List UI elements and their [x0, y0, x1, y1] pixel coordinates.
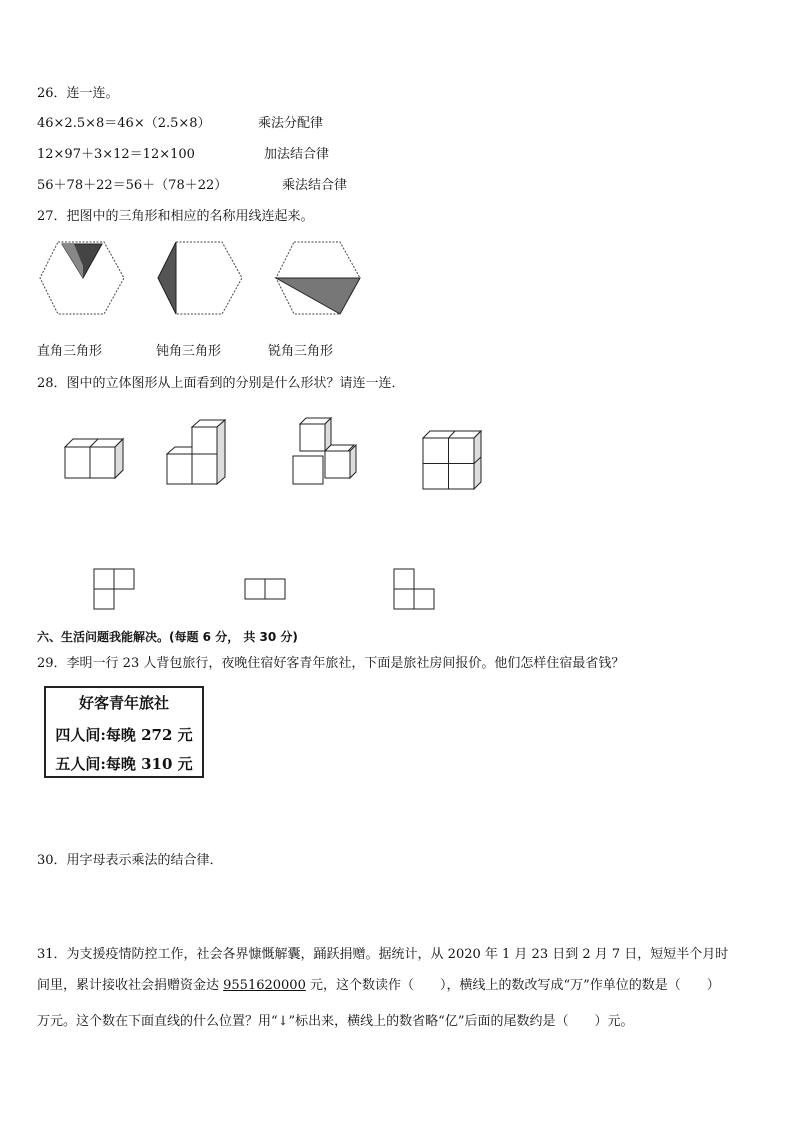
- q31-line-1: 31．为支援疫情防控工作，社会各界慷慨解囊，踊跃捐赠。据统计，从 2020 年 1 月 23 日到 2 月 7 日，短短半个月时: [37, 947, 729, 962]
- q31-line-2-pre: 间里，累计接收社会捐赠资金达: [37, 978, 224, 993]
- hexagon-figure-3: [274, 240, 364, 318]
- top-view-l-shape-1: [93, 568, 137, 612]
- q26-expr-2: 12×97＋3×12＝12×100: [37, 147, 195, 162]
- four-person-room-price: 四人间:每晚 272 元: [55, 726, 193, 744]
- q30-text: 30．用字母表示乘法的结合律．: [37, 853, 223, 868]
- hexagon-figure-2: [156, 240, 246, 318]
- q31-line-3: 万元。这个数在下面直线的什么位置？用“↓”标出来，横线上的数省略“亿”后面的尾数约是（ ）元。: [37, 1014, 634, 1029]
- q29-text: 29．李明一行 23 人背包旅行，夜晚住宿好客青年旅社，下面是旅社房间报价。他们怎样住宿最省钱？: [37, 656, 625, 671]
- hexagon-figure-1: [38, 240, 128, 318]
- q31-line-2-post: 元，这个数读作（ ），横线上的数改写成“万”作单位的数是（ ）: [305, 978, 720, 993]
- q26-law-1: 乘法分配律: [258, 116, 324, 131]
- q28-title: 28．图中的立体图形从上面看到的分别是什么形状？请连一连．: [37, 376, 405, 391]
- q31-line-2: [37, 978, 720, 994]
- cube-solid-4: [420, 428, 484, 492]
- q27-title: 27．把图中的三角形和相应的名称用线连起来。: [37, 209, 314, 224]
- hostel-name: 好客青年旅社: [78, 694, 169, 712]
- q27-label-obtuse: 钝角三角形: [156, 344, 222, 359]
- q26-law-2: 加法结合律: [264, 147, 330, 162]
- top-view-two-squares: [244, 578, 288, 602]
- hostel-price-table: [44, 686, 204, 778]
- q26-expr-3: 56＋78＋22＝56＋（78＋22）: [37, 178, 228, 193]
- q26-title: 26．连一连。: [37, 86, 119, 101]
- five-person-room-price: 五人间:每晚 310 元: [55, 755, 193, 773]
- q27-label-acute: 锐角三角形: [268, 344, 334, 359]
- cube-solid-1: [60, 432, 130, 482]
- q26-law-3: 乘法结合律: [282, 178, 348, 193]
- q26-expr-1: 46×2.5×8＝46×（2.5×8）: [37, 116, 211, 131]
- cube-solid-2: [164, 422, 234, 486]
- cube-solid-3: [290, 416, 362, 486]
- top-view-l-shape-2: [393, 568, 437, 612]
- q27-label-right: 直角三角形: [37, 344, 103, 359]
- donation-amount: 9551620000: [223, 978, 306, 993]
- section-6-heading: 六、生活问题我能解决。(每题 6 分， 共 30 分): [37, 630, 298, 644]
